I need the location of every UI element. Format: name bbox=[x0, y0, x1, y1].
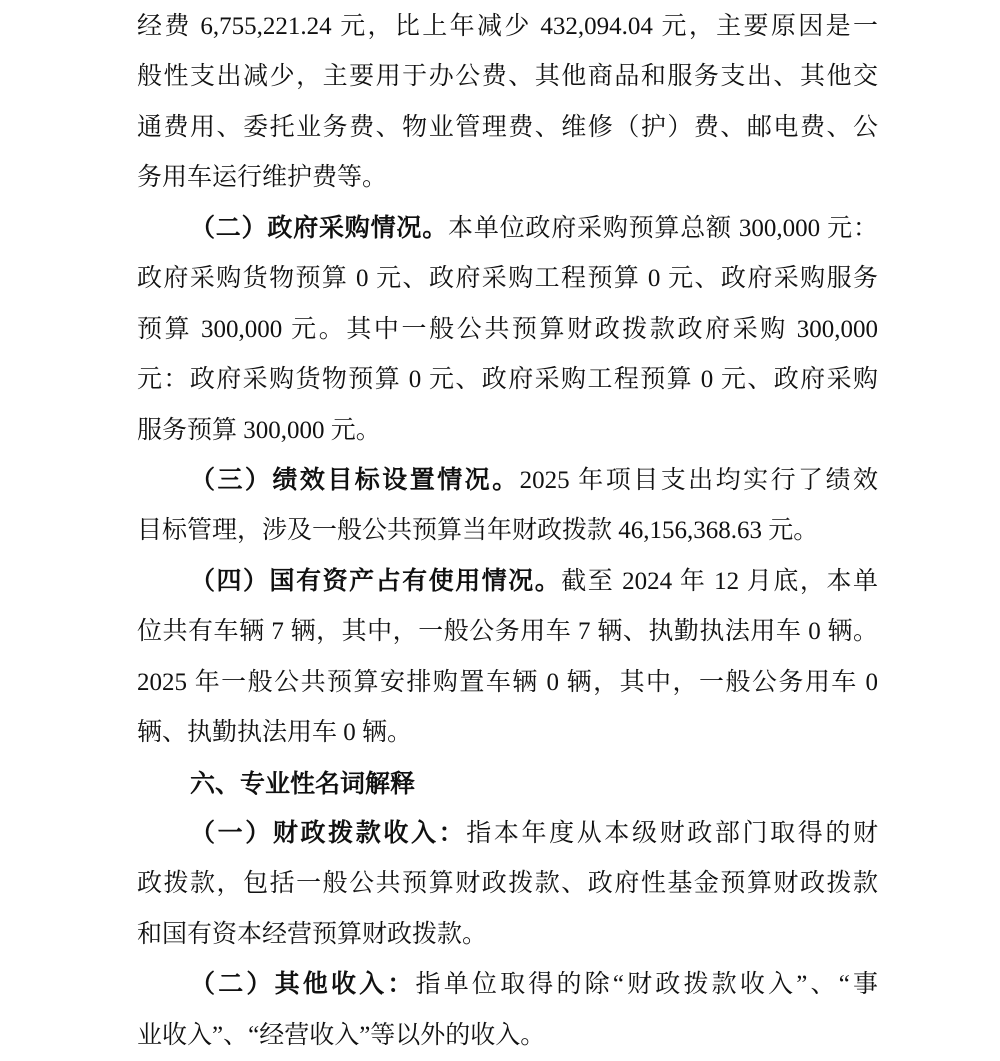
paragraph-line: 务用车运行维护费等。 bbox=[137, 164, 388, 192]
paragraph-text: 指本年度从本级财政部门取得的财 bbox=[466, 820, 878, 847]
section-lead: （四）国有资产占有使用情况。 bbox=[190, 567, 562, 595]
paragraph-line: 元：政府采购货物预算 0 元、政府采购工程预算 0 元、政府采购 bbox=[137, 366, 878, 394]
paragraph-text: 本单位政府采购预算总额 300,000 元： bbox=[448, 214, 878, 242]
paragraph-line: 辆、执勤执法用车 0 辆。 bbox=[137, 719, 413, 747]
section-heading: 六、专业性名词解释 bbox=[190, 768, 416, 798]
paragraph-text: 指单位取得的除“财政拨款收入”、“事 bbox=[415, 971, 878, 999]
paragraph-line: 业收入”、“经营收入”等以外的收入。 bbox=[137, 1021, 546, 1049]
section-lead: （二）其他收入： bbox=[190, 971, 416, 999]
section-lead: （三）绩效目标设置情况。 bbox=[190, 466, 520, 494]
paragraph-line: 预算 300,000 元。其中一般公共预算财政拨款政府采购 300,000 bbox=[137, 315, 878, 343]
paragraph-line: 政拨款，包括一般公共预算财政拨款、政府性基金预算财政拨款 bbox=[137, 870, 878, 898]
document-page bbox=[137, 2, 878, 1061]
paragraph-text: 2025 年项目支出均实行了绩效 bbox=[519, 466, 878, 494]
section-lead: （一）财政拨款收入： bbox=[190, 820, 467, 847]
paragraph-line-other-income bbox=[137, 960, 878, 1010]
paragraph-line: 和国有资本经营预算财政拨款。 bbox=[137, 920, 488, 948]
paragraph-line-government-procurement bbox=[137, 204, 878, 254]
paragraph-line: 2025 年一般公共预算安排购置车辆 0 辆，其中，一般公务用车 0 bbox=[137, 668, 878, 696]
paragraph-line: 通费用、委托业务费、物业管理费、维修（护）费、邮电费、公 bbox=[137, 113, 878, 141]
paragraph-line: 服务预算 300,000 元。 bbox=[137, 416, 381, 444]
paragraph-line: 目标管理，涉及一般公共预算当年财政拨款 46,156,368.63 元。 bbox=[137, 517, 819, 545]
paragraph-line: 位共有车辆 7 辆，其中，一般公务用车 7 辆、执勤执法用车 0 辆。 bbox=[137, 618, 878, 646]
paragraph-line: 经费 6,755,221.24 元，比上年减少 432,094.04 元，主要原因是一 bbox=[137, 13, 878, 40]
paragraph-line-fiscal-appropriation bbox=[137, 809, 878, 859]
paragraph-text: 截至 2024 年 12 月底，本单 bbox=[561, 567, 878, 595]
paragraph-line: 政府采购货物预算 0 元、政府采购工程预算 0 元、政府采购服务 bbox=[137, 265, 878, 293]
paragraph-line-performance-targets bbox=[137, 456, 878, 506]
paragraph-line: 般性支出减少，主要用于办公费、其他商品和服务支出、其他交 bbox=[137, 63, 878, 91]
paragraph-line-state-assets bbox=[137, 557, 878, 607]
section-lead: （二）政府采购情况。 bbox=[190, 214, 449, 242]
